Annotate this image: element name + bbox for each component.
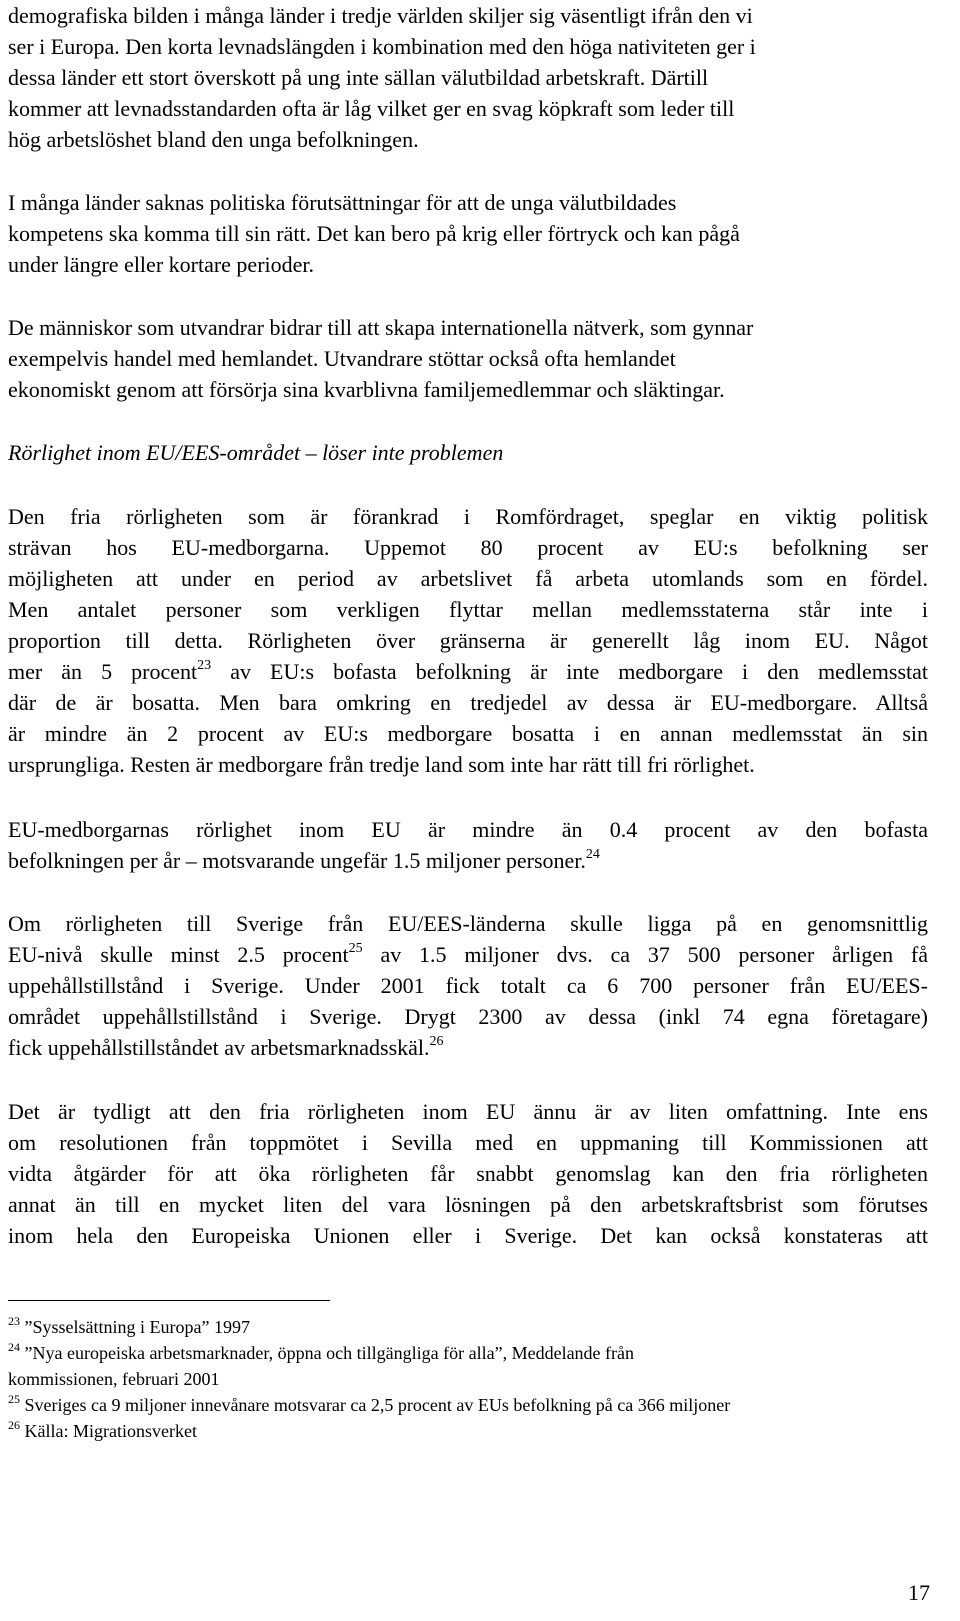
footnote-text: Sveriges ca 9 miljoner innevånare motsvarar ca 2,5 procent av EUs befolkning på ca 366 miljoner	[24, 1395, 731, 1415]
text-line: Men antalet personer som verkligen flyttar mellan medlemsstaterna står inte i	[8, 597, 928, 622]
text-line	[8, 1032, 928, 1063]
text-line: kompetens ska komma till sin rätt. Det kan bero på krig eller förtryck och kan pågå	[8, 221, 740, 246]
text-fragment: av EU:s bofasta befolkning är inte medborgare i den medlemsstat	[230, 659, 929, 684]
text-line: vidta åtgärder för att öka rörligheten får snabbt genomslag kan den fria rörligheten	[8, 1161, 928, 1186]
text-fragment: EU-nivå skulle minst 2.5 procent	[8, 942, 349, 967]
paragraph-6	[8, 908, 928, 1063]
footnote-24-continued	[8, 1366, 948, 1392]
text-line: Det är tydligt att den fria rörligheten inom EU ännu är av liten omfattning. Inte ens	[8, 1099, 928, 1124]
text-fragment: befolkningen per år – motsvarande ungefär 1.5 miljoner personer.	[8, 848, 586, 873]
footnote-text: Källa: Migrationsverket	[24, 1421, 197, 1441]
footnote-26	[8, 1418, 948, 1444]
footnote-text: ”Sysselsättning i Europa” 1997	[24, 1317, 250, 1337]
text-line: Den fria rörligheten som är förankrad i Romfördraget, speglar en viktig politisk	[8, 504, 928, 529]
text-fragment: mer än 5 procent	[8, 659, 198, 684]
footnote-number: 25	[8, 1392, 20, 1406]
text-line: De människor som utvandrar bidrar till att skapa internationella nätverk, som gynnar	[8, 315, 754, 340]
footnote-24	[8, 1340, 948, 1366]
paragraph-1	[8, 0, 928, 155]
page-number: 17	[908, 1580, 930, 1605]
paragraph-5	[8, 814, 928, 876]
paragraph-7	[8, 1096, 928, 1251]
section-heading: Rörlighet inom EU/EES-området – löser inte problemen	[8, 440, 504, 465]
text-line: uppehållstillstånd i Sverige. Under 2001 fick totalt ca 6 700 personer från EU/EES-	[8, 973, 928, 998]
text-line: strävan hos EU-medborgarna. Uppemot 80 procent av EU:s befolkning ser	[8, 535, 928, 560]
text-line: annat än till en mycket liten del vara lösningen på den arbetskraftsbrist som förutses	[8, 1192, 928, 1217]
text-line: dessa länder ett stort överskott på ung inte sällan välutbildad arbetskraft. Därtill	[8, 65, 709, 90]
text-line: Om rörligheten till Sverige från EU/EES-länderna skulle ligga på en genomsnittlig	[8, 911, 928, 936]
footnote-number: 26	[8, 1418, 20, 1432]
footnote-text: ”Nya europeiska arbetsmarknader, öppna och tillgängliga för alla”, Meddelande från	[24, 1343, 635, 1363]
footnote-23	[8, 1314, 948, 1340]
text-line: ser i Europa. Den korta levnadslängden i kombination med den höga nativiteten ger i	[8, 34, 756, 59]
text-line: där de är bosatta. Men bara omkring en tredjedel av dessa är EU-medborgare. Alltså	[8, 690, 928, 715]
footnote-number: 24	[8, 1340, 20, 1354]
text-line: är mindre än 2 procent av EU:s medborgare bosatta i en annan medlemsstat än sin	[8, 721, 928, 746]
footnote-separator	[8, 1300, 330, 1301]
paragraph-2	[8, 187, 928, 280]
text-line: under längre eller kortare perioder.	[8, 252, 315, 277]
text-line: exempelvis handel med hemlandet. Utvandrare stöttar också ofta hemlandet	[8, 346, 676, 371]
text-line: kommer att levnadsstandarden ofta är låg vilket ger en svag köpkraft som leder till	[8, 96, 735, 121]
text-line: ekonomiskt genom att försörja sina kvarblivna familjemedlemmar och släktingar.	[8, 377, 725, 402]
paragraph-4	[8, 501, 928, 780]
footnote-text: kommissionen, februari 2001	[8, 1369, 220, 1389]
text-line: ursprungliga. Resten är medborgare från tredje land som inte har rätt till fri rörlighet.	[8, 752, 755, 777]
text-line	[8, 939, 928, 970]
text-fragment: av 1.5 miljoner dvs. ca 37 500 personer årligen få	[380, 942, 929, 967]
text-line: området uppehållstillstånd i Sverige. Drygt 2300 av dessa (inkl 74 egna företagare)	[8, 1004, 928, 1029]
paragraph-3	[8, 312, 928, 405]
text-line: EU-medborgarnas rörlighet inom EU är mindre än 0.4 procent av den bofasta	[8, 817, 928, 842]
footnote-number: 23	[8, 1314, 20, 1328]
footnote-ref-25[interactable]: 25	[348, 941, 363, 956]
text-line: inom hela den Europeiska Unionen eller i Sverige. Det kan också konstateras att	[8, 1223, 928, 1248]
text-line	[8, 845, 928, 876]
text-line: demografiska bilden i många länder i tredje världen skiljer sig väsentligt ifrån den vi	[8, 3, 753, 28]
text-line	[8, 656, 928, 687]
text-line: möjligheten att under en period av arbetslivet få arbeta utomlands som en fördel.	[8, 566, 928, 591]
text-line: hög arbetslöshet bland den unga befolkningen.	[8, 127, 419, 152]
text-line: I många länder saknas politiska förutsättningar för att de unga välutbildades	[8, 190, 677, 215]
footnote-25	[8, 1392, 948, 1418]
footnote-ref-26[interactable]: 26	[429, 1034, 444, 1049]
footnote-ref-23[interactable]: 23	[197, 658, 212, 673]
text-line: proportion till detta. Rörligheten över gränserna är generellt låg inom EU. Något	[8, 628, 928, 653]
text-line: om resolutionen från toppmötet i Sevilla med en uppmaning till Kommissionen att	[8, 1130, 928, 1155]
footnote-ref-24[interactable]: 24	[585, 847, 600, 862]
text-fragment: fick uppehållstillståndet av arbetsmarknadsskäl.	[8, 1035, 430, 1060]
